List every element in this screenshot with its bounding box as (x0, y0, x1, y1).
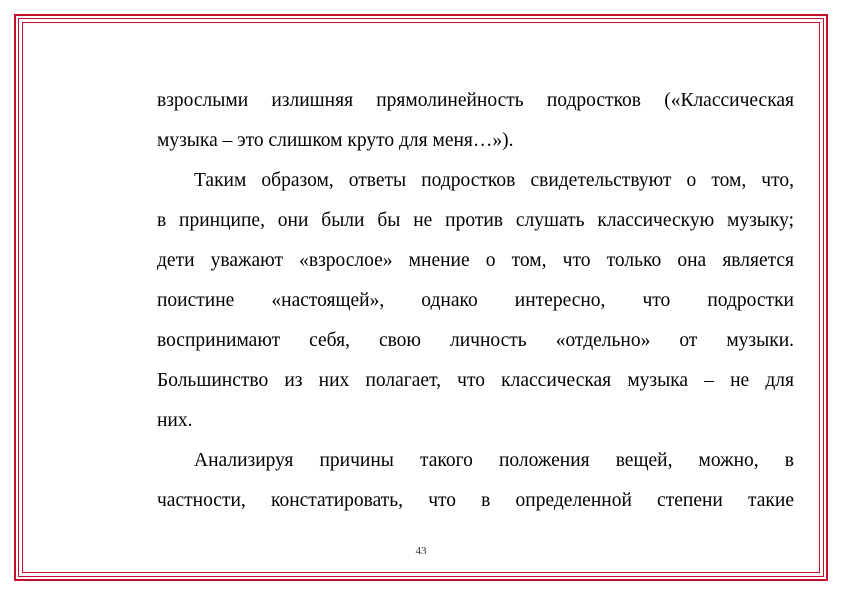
text-line: частности, констатировать, что в определенной степени такие (157, 490, 794, 511)
text-line: музыка – это слишком круто для меня…»). (157, 130, 514, 151)
text-line: в принципе, они были бы не против слушать классическую музыку; (157, 210, 794, 231)
page-number: 43 (415, 545, 427, 557)
body-text (157, 87, 794, 527)
text-line: воспринимают себя, свою личность «отдельно» от музыки. (157, 330, 794, 351)
paragraph-start-line: Анализируя причины такого положения вещей, можно, в (194, 450, 794, 471)
text-line: дети уважают «взрослое» мнение о том, что только она является (157, 250, 794, 271)
text-line: поистине «настоящей», однако интересно, что подростки (157, 290, 794, 311)
text-line: взрослыми излишняя прямолинейность подростков («Классическая (157, 90, 794, 111)
paragraph-start-line: Таким образом, ответы подростков свидетельствуют о том, что, (194, 170, 794, 191)
text-line: них. (157, 410, 193, 431)
text-line: Большинство из них полагает, что классическая музыка – не для (157, 370, 794, 391)
